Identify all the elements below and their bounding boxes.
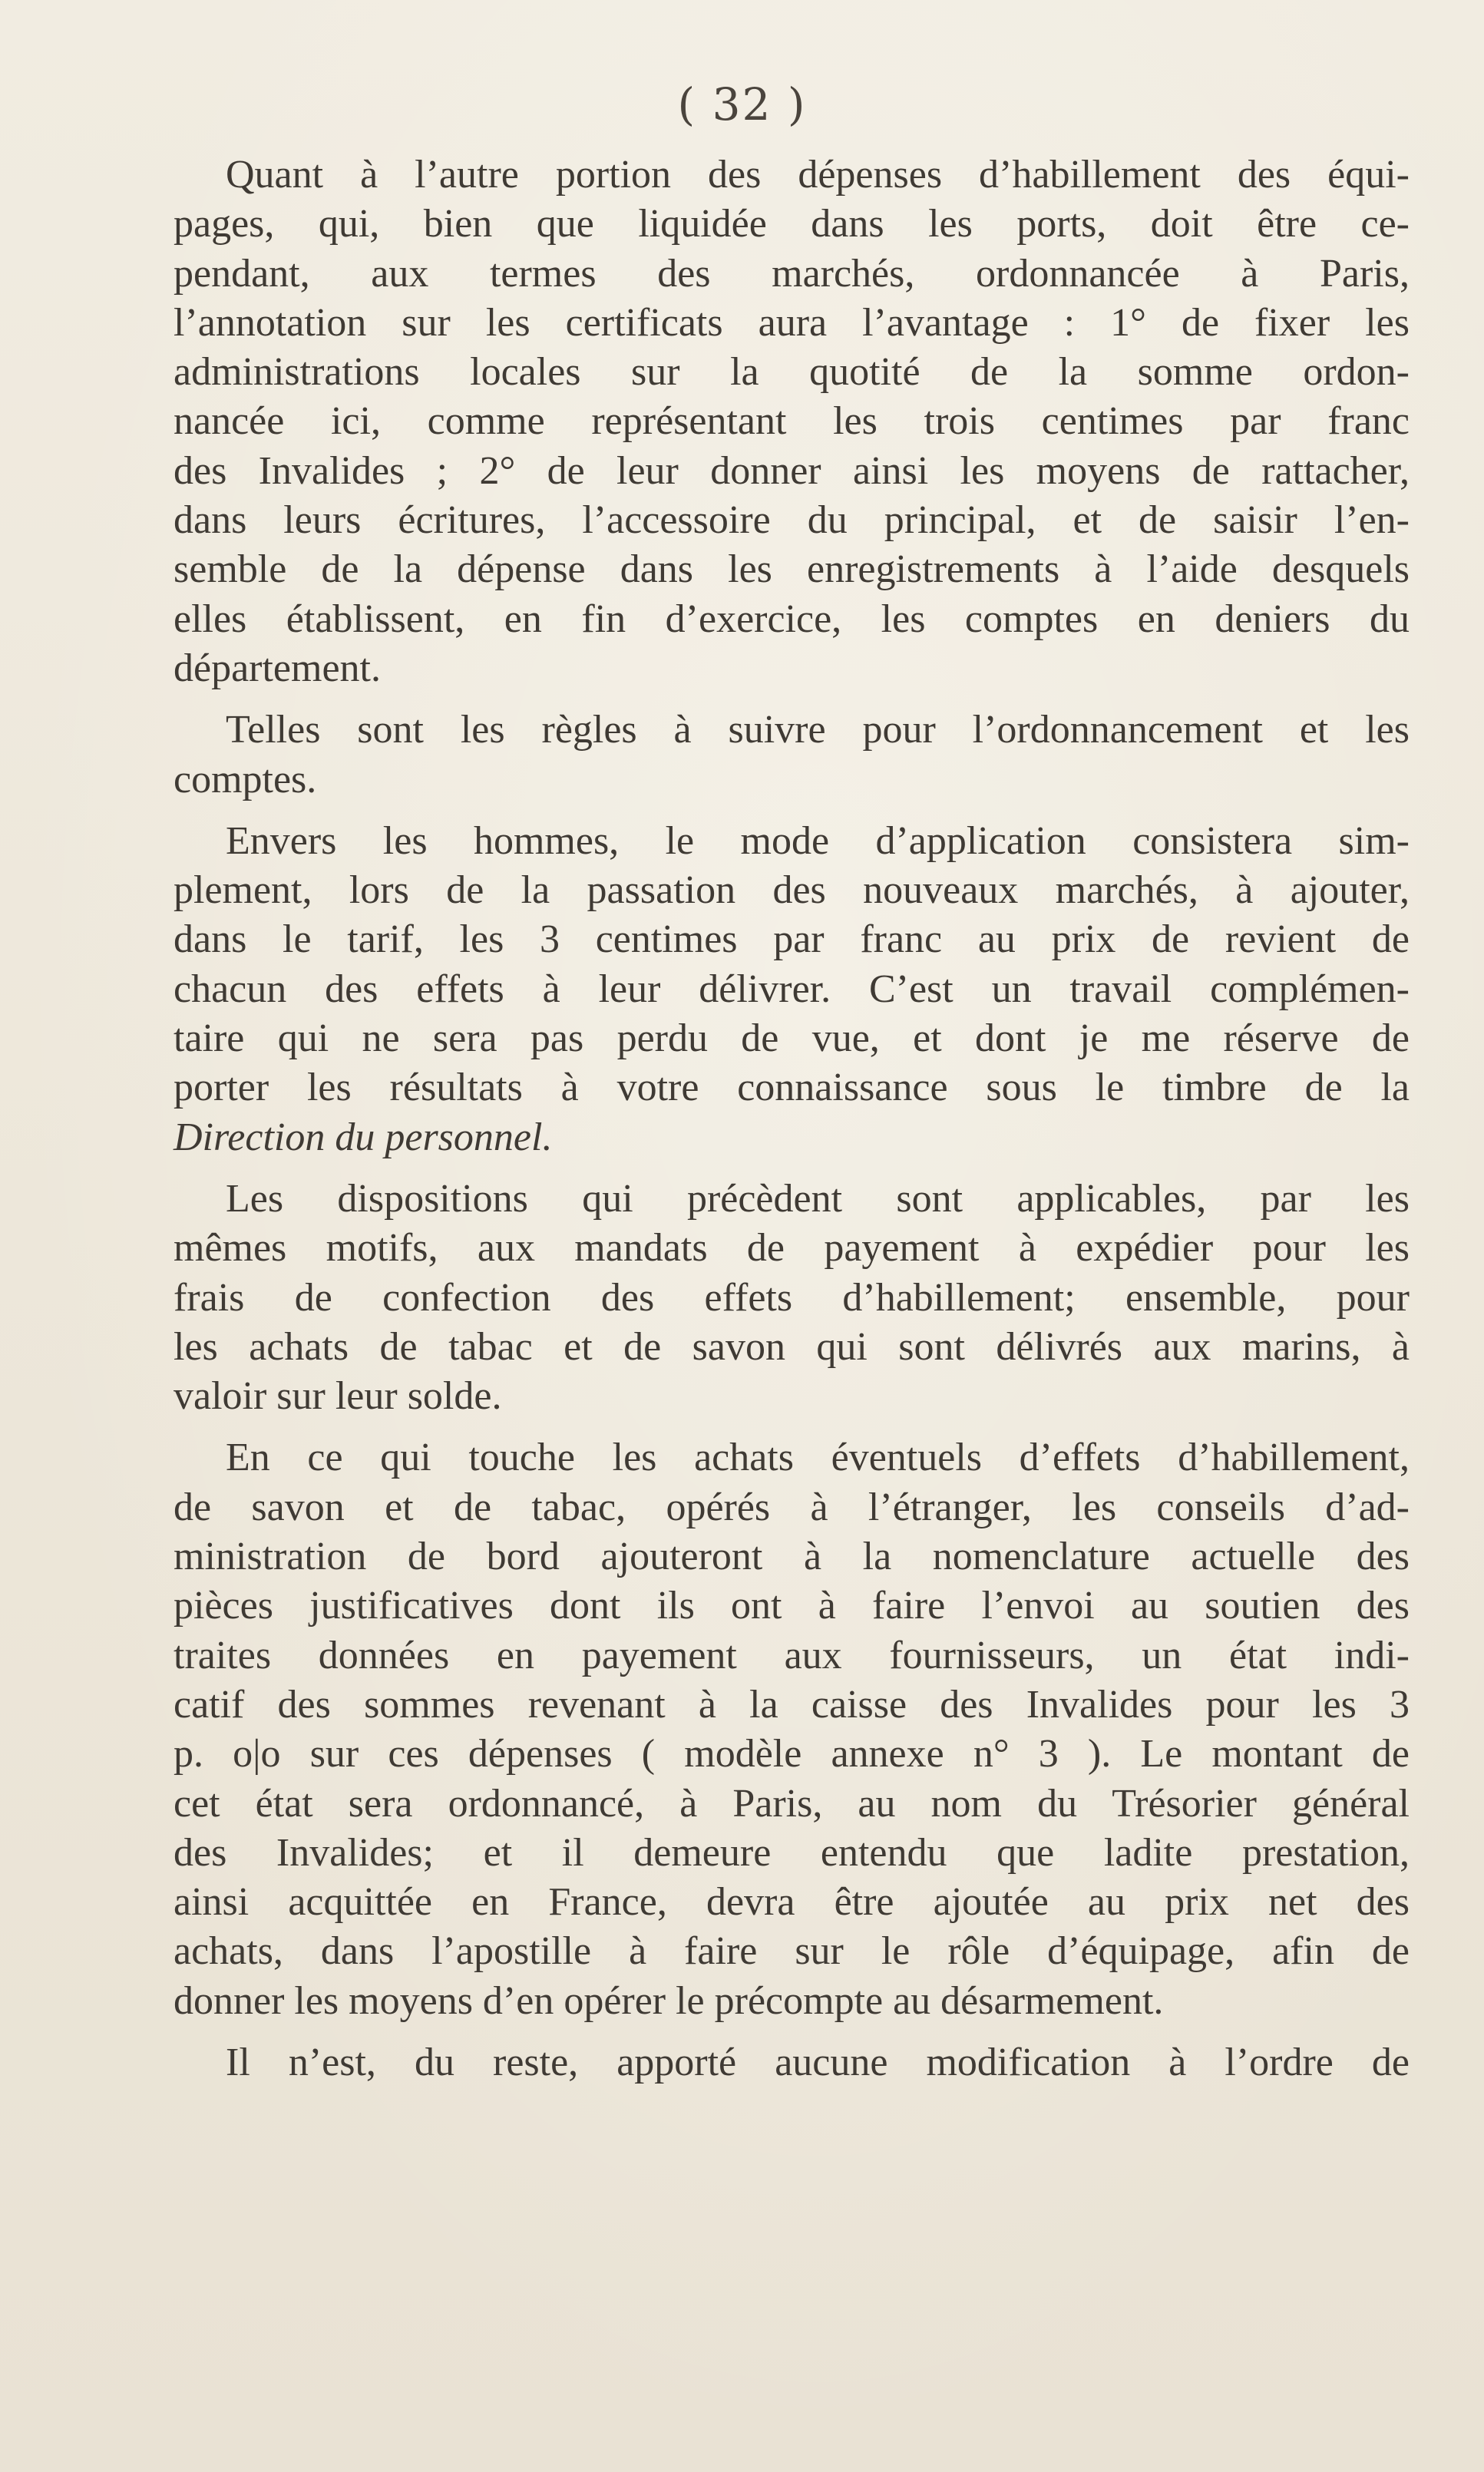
paragraph [174,817,1410,1162]
text-line: p. o|o sur ces dépenses ( modèle annexe n° 3 ). Le montant de [174,1732,1410,1776]
paragraph [174,1175,1410,1421]
text-line: valoir sur leur solde. [174,1374,502,1419]
text-line: département. [174,646,381,690]
text-line: des Invalides ; 2° de leur donner ainsi les moyens de rattacher, [174,448,1410,493]
text-line: nancée ici, comme représentant les trois centimes par franc [174,399,1410,444]
text-line: ainsi acquittée en France, devra être ajoutée au prix net des [174,1880,1410,1925]
text-line: Les dispositions qui précèdent sont applicables, par les [226,1176,1410,1221]
text-line: l’annotation sur les certificats aura l’avantage : 1° de fixer les [174,300,1410,345]
body-text [174,150,1410,2087]
text-line: des Invalides; et il demeure entendu que ladite prestation, [174,1830,1410,1875]
text-line: taire qui ne sera pas perdu de vue, et dont je me réserve de [174,1016,1410,1061]
text-line: de savon et de tabac, opérés à l’étranger, les conseils d’ad- [174,1485,1410,1529]
text-line: porter les résultats à votre connaissance sous le timbre de la [174,1066,1410,1110]
text-line-italic: Direction du personnel. [174,1115,553,1159]
text-line: dans le tarif, les 3 centimes par franc au prix de revient de [174,917,1410,962]
paragraph [174,2038,1410,2087]
paragraph [174,1433,1410,2026]
text-line: pièces justificatives dont ils ont à faire l’envoi au soutien des [174,1584,1410,1628]
text-line: mêmes motifs, aux mandats de payement à expédier pour les [174,1226,1410,1271]
text-line: chacun des effets à leur délivrer. C’est un travail complémen- [174,967,1410,1011]
text-line: Envers les hommes, le mode d’application consistera sim- [226,818,1410,863]
text-line: achats, dans l’apostille à faire sur le rôle d’équipage, afin de [174,1929,1410,1974]
text-line: dans leurs écritures, l’accessoire du principal, et de saisir l’en- [174,498,1410,543]
paragraph [174,150,1410,693]
text-line: administrations locales sur la quotité de la somme ordon- [174,350,1410,395]
text-line: donner les moyens d’en opérer le précompte au désarmement. [174,1978,1164,2023]
text-line: Telles sont les règles à suivre pour l’ordonnancement et les [226,708,1410,752]
text-line: catif des sommes revenant à la caisse des Invalides pour les 3 [174,1682,1410,1727]
paragraph [174,706,1410,805]
text-line: frais de confection des effets d’habillement; ensemble, pour [174,1275,1410,1320]
text-line: elles établissent, en fin d’exercice, les comptes en deniers du [174,597,1410,641]
text-line: ministration de bord ajouteront à la nomenclature actuelle des [174,1535,1410,1579]
text-line: plement, lors de la passation des nouveaux marchés, à ajouter, [174,868,1410,913]
text-line: cet état sera ordonnancé, à Paris, au nom du Trésorier général [174,1781,1410,1826]
text-line: En ce qui touche les achats éventuels d’effets d’habillement, [226,1436,1410,1480]
text-line: comptes. [174,757,317,801]
text-line: traites données en payement aux fournisseurs, un état indi- [174,1633,1410,1677]
text-line: pages, qui, bien que liquidée dans les ports, doit être ce- [174,202,1410,246]
text-line: les achats de tabac et de savon qui sont délivrés aux marins, à [174,1324,1410,1369]
text-line: Il n’est, du reste, apporté aucune modification à l’ordre de [226,2040,1410,2084]
page-number: ( 32 ) [677,78,807,131]
text-line: Quant à l’autre portion des dépenses d’habillement des équi- [226,153,1410,197]
text-line: semble de la dépense dans les enregistrements à l’aide desquels [174,547,1410,592]
text-line: pendant, aux termes des marchés, ordonnancée à Paris, [174,251,1410,296]
